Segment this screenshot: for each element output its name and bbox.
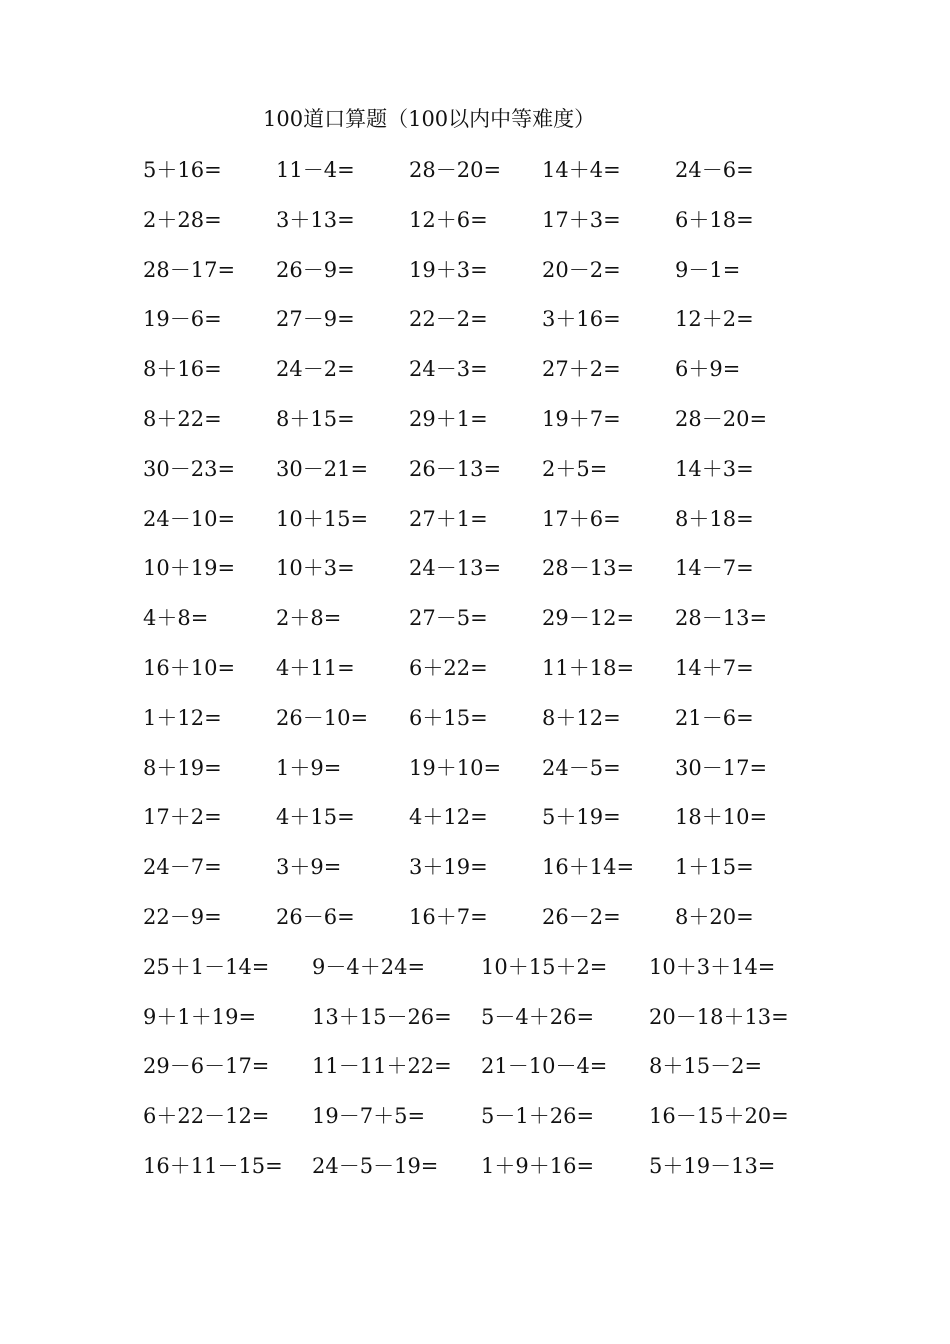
arithmetic-problem: 8＋22= [143, 407, 222, 431]
arithmetic-problem: 16＋11－15= [143, 1154, 283, 1178]
arithmetic-problem: 2＋5= [542, 456, 608, 481]
arithmetic-problem: 28－20= [409, 158, 502, 182]
arithmetic-problem: 8＋12= [542, 705, 621, 730]
arithmetic-problem: 30－21= [276, 456, 369, 481]
arithmetic-problem: 28－13= [675, 606, 768, 631]
arithmetic-problem: 6＋22= [409, 656, 488, 680]
arithmetic-problem: 25＋1－14= [143, 954, 270, 979]
arithmetic-problem: 22－2= [409, 307, 488, 332]
arithmetic-problem: 19＋10= [409, 755, 502, 780]
arithmetic-problem: 30－23= [143, 456, 236, 481]
arithmetic-problem: 19－6= [143, 307, 222, 332]
arithmetic-problem: 1＋9= [276, 755, 342, 780]
arithmetic-problem: 8＋19= [143, 755, 222, 780]
arithmetic-problem: 24－13= [409, 556, 502, 581]
arithmetic-problem: 21－10－4= [481, 1054, 608, 1079]
problem-row [143, 1050, 863, 1082]
arithmetic-problem: 5＋19= [542, 805, 621, 830]
arithmetic-problem: 27－9= [276, 307, 355, 332]
arithmetic-problem: 14－7= [675, 556, 754, 581]
problem-row [143, 204, 863, 236]
arithmetic-problem: 16＋14= [542, 855, 635, 880]
arithmetic-problem: 11－4= [276, 158, 355, 182]
arithmetic-problem: 5－4＋26= [481, 1004, 595, 1029]
arithmetic-problem: 28－20= [675, 407, 768, 431]
arithmetic-problem: 28－17= [143, 257, 236, 282]
arithmetic-problem: 4＋15= [276, 805, 355, 830]
problem-row [143, 801, 863, 833]
arithmetic-problem: 11＋18= [542, 656, 635, 680]
arithmetic-problem: 2＋28= [143, 207, 222, 232]
problem-row [143, 1150, 863, 1182]
arithmetic-problem: 9－4＋24= [312, 954, 426, 979]
arithmetic-problem: 29＋1= [409, 407, 488, 431]
arithmetic-problem: 10＋15= [276, 506, 369, 531]
arithmetic-problem: 26－10= [276, 705, 369, 730]
arithmetic-problem: 5－1＋26= [481, 1104, 595, 1129]
arithmetic-problem: 14＋7= [675, 656, 754, 680]
arithmetic-problem: 20－2= [542, 257, 621, 282]
arithmetic-problem: 10＋19= [143, 556, 236, 581]
problem-row [143, 652, 863, 684]
arithmetic-problem: 3＋19= [409, 855, 488, 880]
arithmetic-problem: 4＋8= [143, 606, 209, 631]
arithmetic-problem: 6＋22－12= [143, 1104, 270, 1129]
arithmetic-problem: 6＋9= [675, 357, 741, 382]
problem-row [143, 453, 863, 485]
arithmetic-problem: 13＋15－26= [312, 1004, 452, 1029]
arithmetic-problem: 26－9= [276, 257, 355, 282]
arithmetic-problem: 17＋6= [542, 506, 621, 531]
arithmetic-problem: 8＋16= [143, 357, 222, 382]
arithmetic-problem: 19＋3= [409, 257, 488, 282]
arithmetic-problem: 14＋4= [542, 158, 621, 182]
arithmetic-problem: 30－17= [675, 755, 768, 780]
arithmetic-problem: 8＋20= [675, 905, 754, 929]
problem-row [143, 254, 863, 286]
arithmetic-problem: 24－10= [143, 506, 236, 531]
problem-row [143, 752, 863, 784]
arithmetic-problem: 5＋19－13= [649, 1154, 776, 1178]
arithmetic-problem: 12＋6= [409, 207, 488, 232]
arithmetic-problem: 29－6－17= [143, 1054, 270, 1079]
arithmetic-problem: 16＋10= [143, 656, 236, 680]
arithmetic-problem: 18＋10= [675, 805, 768, 830]
arithmetic-problem: 3＋13= [276, 207, 355, 232]
arithmetic-problem: 4＋11= [276, 656, 355, 680]
arithmetic-problem: 5＋16= [143, 158, 222, 182]
problem-row [143, 353, 863, 385]
arithmetic-problem: 29－12= [542, 606, 635, 631]
arithmetic-problem: 4＋12= [409, 805, 488, 830]
arithmetic-problem: 24－5= [542, 755, 621, 780]
arithmetic-problem: 10＋15＋2= [481, 954, 608, 979]
problem-row [143, 503, 863, 535]
arithmetic-problem: 24－7= [143, 855, 222, 880]
arithmetic-problem: 14＋3= [675, 456, 754, 481]
problem-row [143, 403, 863, 435]
problem-row [143, 1001, 863, 1033]
arithmetic-problem: 11－11＋22= [312, 1054, 452, 1079]
page-title: 100道口算题（100以内中等难度） [263, 107, 596, 131]
arithmetic-problem: 1＋9＋16= [481, 1154, 595, 1178]
arithmetic-problem: 8＋15－2= [649, 1054, 763, 1079]
problem-row [143, 154, 863, 186]
arithmetic-problem: 10＋3＋14= [649, 954, 776, 979]
problem-row [143, 951, 863, 983]
arithmetic-problem: 22－9= [143, 905, 222, 929]
problem-row [143, 303, 863, 335]
arithmetic-problem: 17＋2= [143, 805, 222, 830]
arithmetic-problem: 8＋18= [675, 506, 754, 531]
arithmetic-problem: 9－1= [675, 257, 741, 282]
arithmetic-problem: 20－18＋13= [649, 1004, 789, 1029]
arithmetic-problem: 16－15＋20= [649, 1104, 789, 1129]
arithmetic-problem: 28－13= [542, 556, 635, 581]
arithmetic-problem: 17＋3= [542, 207, 621, 232]
arithmetic-problem: 26－2= [542, 905, 621, 929]
arithmetic-problem: 19－7＋5= [312, 1104, 426, 1129]
arithmetic-problem: 2＋8= [276, 606, 342, 631]
arithmetic-problem: 1＋15= [675, 855, 754, 880]
arithmetic-problem: 26－6= [276, 905, 355, 929]
arithmetic-problem: 24－2= [276, 357, 355, 382]
problem-row [143, 901, 863, 933]
problem-row [143, 552, 863, 584]
arithmetic-problem: 24－5－19= [312, 1154, 439, 1178]
arithmetic-problem: 3＋16= [542, 307, 621, 332]
arithmetic-problem: 24－6= [675, 158, 754, 182]
problem-row [143, 602, 863, 634]
problem-row [143, 851, 863, 883]
arithmetic-problem: 6＋18= [675, 207, 754, 232]
arithmetic-problem: 24－3= [409, 357, 488, 382]
arithmetic-problem: 27＋1= [409, 506, 488, 531]
arithmetic-problem: 21－6= [675, 705, 754, 730]
problem-row [143, 702, 863, 734]
arithmetic-problem: 12＋2= [675, 307, 754, 332]
arithmetic-problem: 9＋1＋19= [143, 1004, 257, 1029]
arithmetic-problem: 16＋7= [409, 905, 488, 929]
problem-row [143, 1100, 863, 1132]
arithmetic-problem: 19＋7= [542, 407, 621, 431]
arithmetic-problem: 3＋9= [276, 855, 342, 880]
arithmetic-problem: 26－13= [409, 456, 502, 481]
arithmetic-problem: 27＋2= [542, 357, 621, 382]
arithmetic-problem: 6＋15= [409, 705, 488, 730]
arithmetic-problem: 1＋12= [143, 705, 222, 730]
arithmetic-problem: 27－5= [409, 606, 488, 631]
arithmetic-problem: 8＋15= [276, 407, 355, 431]
arithmetic-problem: 10＋3= [276, 556, 355, 581]
